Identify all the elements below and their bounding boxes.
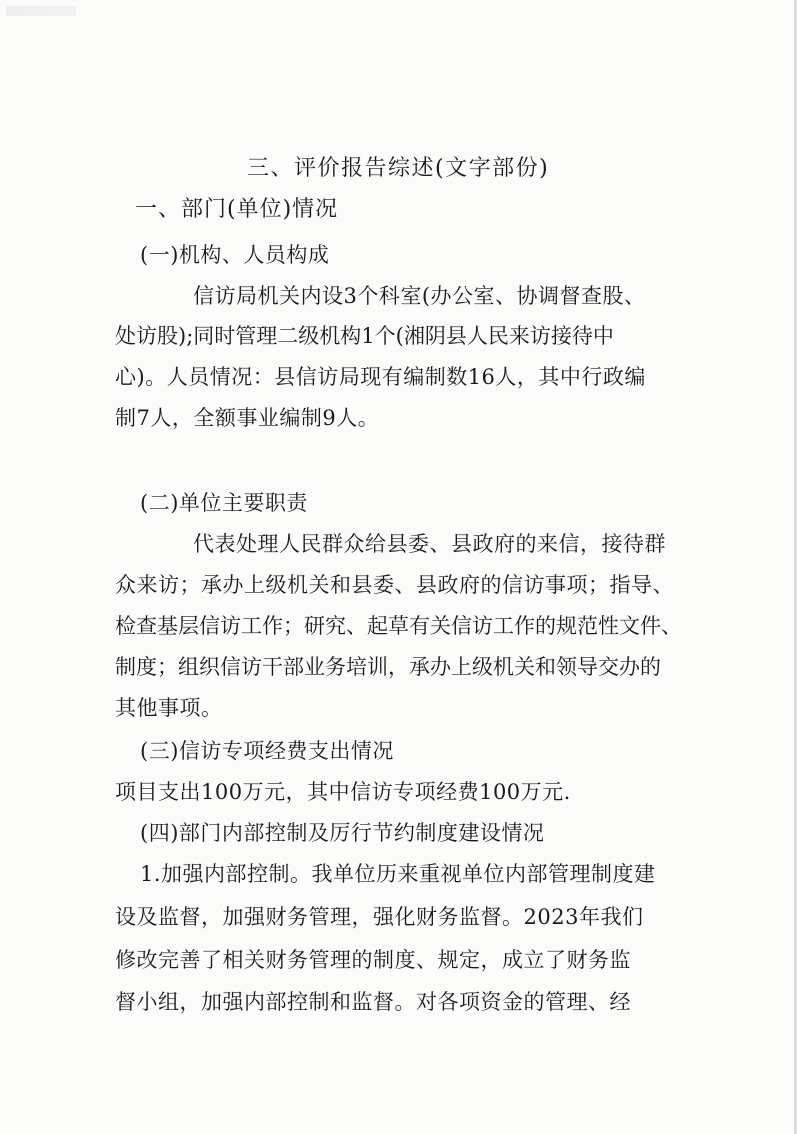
subsection-heading-4: (四)部门内部控制及厉行节约制度建设情况 — [140, 821, 545, 845]
paragraph-line: 制7人，全额事业编制9人。 — [115, 406, 380, 430]
paragraph-line: 1.加强内部控制。我单位历来重视单位内部管理制度建 — [140, 862, 656, 886]
subsection-heading-2: (二)单位主要职责 — [140, 491, 308, 515]
paragraph-line: 督小组，加强内部控制和监督。对各项资金的管理、经 — [115, 990, 631, 1014]
paragraph-line: 代表处理人民群众给县委、县政府的来信，接待群 — [193, 532, 666, 556]
section-heading-1: 一、部门(单位)情况 — [135, 197, 339, 222]
paragraph-line: 检查基层信访工作；研究、起草有关信访工作的规范性文件、 — [115, 614, 682, 638]
paragraph-line: 信访局机关内设3个科室(办公室、协调督查股、 — [193, 284, 646, 308]
paragraph-line: 处访股);同时管理二级机构1个(湘阴县人民来访接待中 — [115, 324, 614, 348]
paragraph-line: 项目支出100万元，其中信访专项经费100万元. — [115, 780, 571, 804]
document-title: 三、评价报告综述(文字部份) — [247, 156, 550, 181]
subsection-heading-3: (三)信访专项经费支出情况 — [140, 739, 394, 763]
paragraph-line: 众来访；承办上级机关和县委、县政府的信访事项；指导、 — [115, 573, 674, 597]
paragraph-line: 其他事项。 — [115, 696, 223, 720]
paragraph-line: 修改完善了相关财务管理的制度、规定，成立了财务监 — [115, 948, 631, 972]
paragraph-line: 制度；组织信访干部业务培训，承办上级机关和领导交办的 — [115, 655, 661, 679]
paragraph-line: 设及监督，加强财务管理，强化财务监督。2023年我们 — [115, 905, 644, 929]
paragraph-line: 心)。人员情况：县信访局现有编制数16人，其中行政编 — [115, 365, 646, 389]
subsection-heading-1: (一)机构、人员构成 — [140, 243, 330, 267]
scan-mark — [6, 6, 76, 16]
